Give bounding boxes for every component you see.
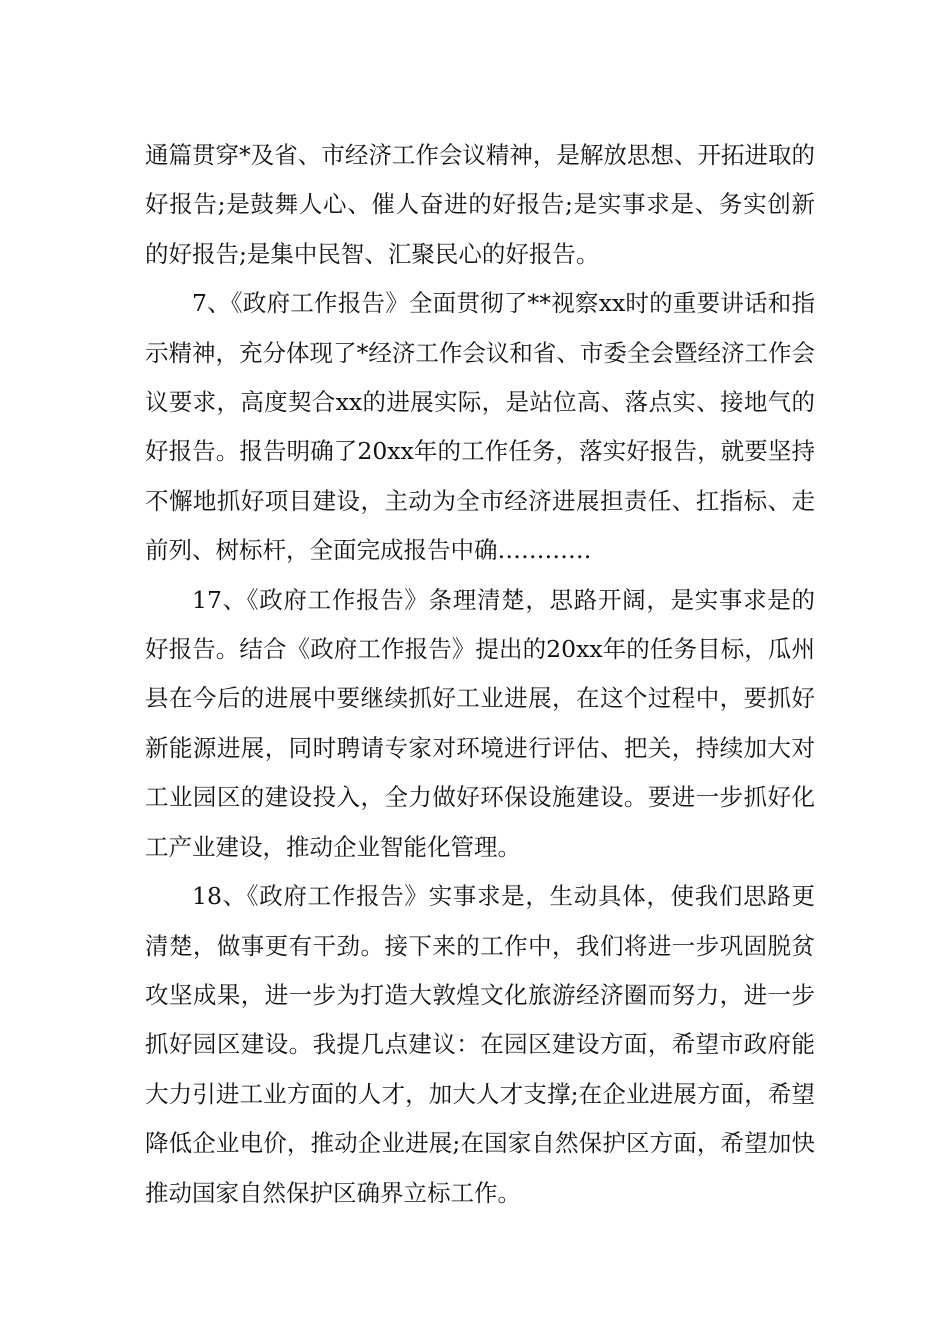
paragraph-item-17: 17、《政府工作报告》条理清楚，思路开阔，是实事求是的好报告。结合《政府工作报告》提出的20xx年的任务目标，瓜州县在今后的进展中要继续抓好工业进展，在这个过程中，要抓好新能源进展，同时聘请专家对环境进行评估、把关，持续加大对工业园区的建设投入，全力做好环保设施建设。要进一步抓好化工产业建设，推动企业智能化管理。 <box>145 585 815 861</box>
paragraph-item-18: 18、《政府工作报告》实事求是，生动具体，使我们思路更清楚，做事更有干劲。接下来的工作中，我们将进一步巩固脱贫攻坚成果，进一步为打造大敦煌文化旅游经济圈而努力，进一步抓好园区建设。我提几点建议：在园区建设方面，希望市政府能大力引进工业方面的人才，加大人才支撑;在企业进展方面，希望降低企业电价，推动企业进展;在国家自然保护区方面，希望加快推动国家自然保护区确界立标工作。 <box>145 882 815 1207</box>
paragraph-continuation: 通篇贯穿*及省、市经济工作会议精神，是解放思想、开拓进取的好报告;是鼓舞人心、催人奋进的好报告;是实事求是、务实创新的好报告;是集中民智、汇聚民心的好报告。 <box>145 141 815 268</box>
document-page <box>145 131 815 1218</box>
paragraph-item-7: 7、《政府工作报告》全面贯彻了**视察xx时的重要讲话和指示精神，充分体现了*经济工作会议和省、市委全会暨经济工作会议要求，高度契合xx的进展实际，是站位高、落点实、接地气的好报告。报告明确了20xx年的工作任务，落实好报告，就要坚持不懈地抓好项目建设，主动为全市经济进展担责任、扛指标、走前列、树标杆，全面完成报告中确………… <box>145 289 815 565</box>
